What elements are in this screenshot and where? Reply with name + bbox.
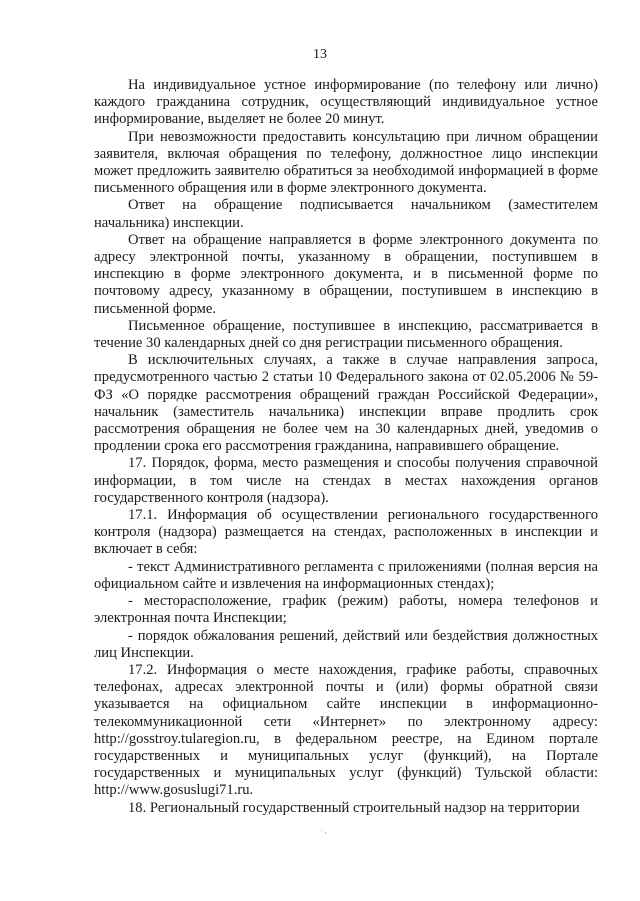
scan-artifact-mark: · ,	[320, 826, 327, 835]
paragraph-consultation-impossible: При невозможности предоставить консультацию при личном обращении заявителя, включая обращения по телефону, должностное лицо инспекции может предложить заявителю обратиться за необходимой информацией в форме письменного обращения или в форме электронного документа.	[94, 128, 598, 197]
paragraph-section-17: 17. Порядок, форма, место размещения и способы получения справочной информации, в том числе на стендах в местах нахождения органов государственного контроля (надзора).	[94, 455, 598, 506]
list-item-location-schedule: - месторасположение, график (режим) работы, номера телефонов и электронная почта Инспекции;	[94, 593, 598, 627]
page-number: 13	[313, 47, 327, 62]
list-item-appeal-procedure: - порядок обжалования решений, действий или бездействия должностных лиц Инспекции.	[94, 627, 598, 661]
document-body	[94, 77, 598, 817]
paragraph-review-extension: В исключительных случаях, а также в случае направления запроса, предусмотренного частью 2 статьи 10 Федерального закона от 02.05.2006 № 59-ФЗ «О порядке рассмотрения обращений граждан Российской Федерации», начальник (заместитель начальника) инспекции вправе продлить срок рассмотрения обращения не более чем на 30 календарных дней, уведомив о продлении срока его рассмотрения гражданина, направившего обращение.	[94, 352, 598, 455]
paragraph-answer-signing: Ответ на обращение подписывается начальником (заместителем начальника) инспекции.	[94, 197, 598, 231]
paragraph-review-period: Письменное обращение, поступившее в инспекцию, рассматривается в течение 30 календарных дней со дня регистрации письменного обращения.	[94, 317, 598, 352]
paragraph-oral-informing: На индивидуальное устное информирование (по телефону или лично) каждого гражданина сотрудник, осуществляющий индивидуальное устное информирование, выделяет не более 20 минут.	[94, 77, 598, 128]
paragraph-answer-delivery: Ответ на обращение направляется в форме электронного документа по адресу электронной почты, указанному в обращении, поступившем в инспекцию в форме электронного документа, и в письменной форме по почтовому адресу, указанному в обращении, поступившем в инспекцию в письменной форме.	[94, 231, 598, 317]
paragraph-section-18: 18. Региональный государственный строительный надзор на территории	[128, 799, 580, 816]
paragraph-section-17-2: 17.2. Информация о месте нахождения, графике работы, справочных телефонах, адресах электронной почты и (или) формы обратной связи указывается на официальном сайте инспекции в информационно-телекоммуникационной сети «Интернет» по электронному адресу: http://gosstroy.tularegion.ru, в федеральном реестре, на Едином портале государственных и муниципальных услуг (функций), на Портале государственных и муниципальных услуг (функций) Тульской области: http://www.gosuslugi71.ru.	[94, 661, 598, 799]
list-item-regulation-text: - текст Административного регламента с приложениями (полная версия на официальном сайте и извлечения на информационных стендах);	[94, 558, 598, 592]
paragraph-section-17-1: 17.1. Информация об осуществлении регионального государственного контроля (надзора) размещается на стендах, расположенных в инспекции и включает в себя:	[94, 507, 598, 558]
